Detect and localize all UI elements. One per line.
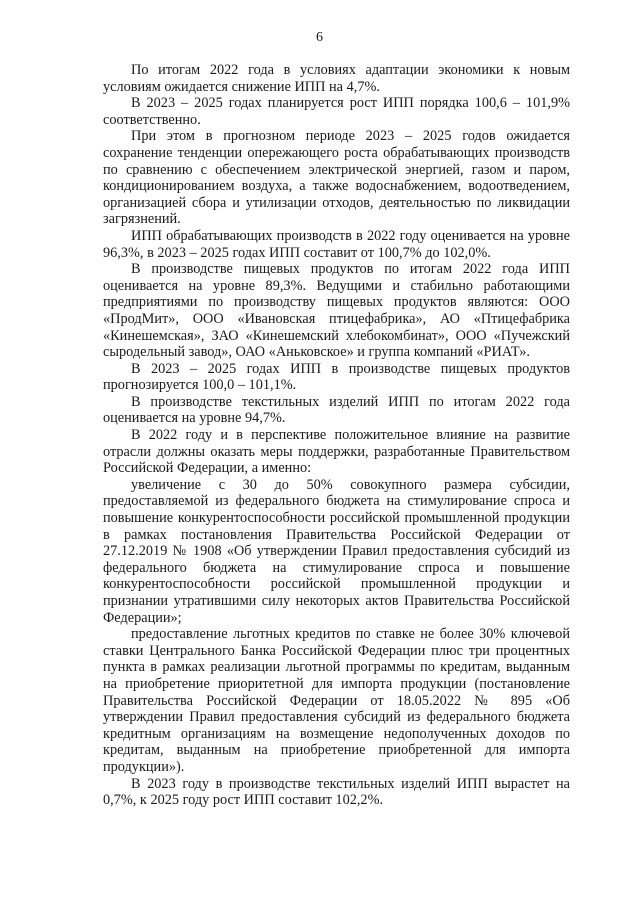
- paragraph-textile-2022: В производстве текстильных изделий ИПП по итогам 2022 года оценивается на уровне 94,7%.: [103, 393, 570, 427]
- paragraph-textile-forecast: В 2023 году в производстве текстильных изделий ИПП вырастет на 0,7%, к 2025 году рост ИПП составит 102,2%.: [103, 775, 570, 809]
- paragraph-ipp-2023-2025-growth: В 2023 – 2025 годах планируется рост ИПП порядка 100,6 – 101,9% соответственно.: [103, 95, 570, 128]
- paragraph-food-production: В производстве пищевых продуктов по итогам 2022 года ИПП оценивается на уровне 89,3%. Ведущими и стабильно работающими предприятиями по производству пищевых продуктов являются: ООО «ПродМит», ООО «Ивановская птицефабрика», АО «Птицефабрика «Кинешемская», ЗАО «Кинешемский хлебокомбинат», ООО «Пучежский сыродельный завод», ОАО «Аньковское» и группа компаний «РИАТ».: [103, 261, 570, 361]
- document-body: [103, 62, 570, 809]
- paragraph-preferential-loans: предоставление льготных кредитов по ставке не более 30% ключевой ставки Центрального Банка Российской Федерации плюс три процентных пункта в рамках реализации льготной программы по кредитам, выданным на приобретение приоритетной для импорта продукции (постановление Правительства Российской Федерации от 18.05.2022 № 895 «Об утверждении Правил предоставления субсидий из федерального бюджета кредитным организациям на возмещение недополученных доходов по кредитам, выданным на приобретение приобретенной для импорта продукции»).: [103, 626, 570, 775]
- paragraph-manufacturing-ipp: ИПП обрабатывающих производств в 2022 году оценивается на уровне 96,3%, в 2023 – 2025 годах ИПП составит от 100,7% до 102,0%.: [103, 227, 570, 261]
- paragraph-manufacturing-trend: При этом в прогнозном периоде 2023 – 2025 годов ожидается сохранение тенденции опережающего роста обрабатывающих производств по сравнению с обеспечением электрической энергией, газом и паром, кондиционированием воздуха, а также водоснабжением, водоотведением, организацией сбора и утилизации отходов, деятельностью по ликвидации загрязнений.: [103, 128, 570, 228]
- paragraph-support-measures: В 2022 году и в перспективе положительное влияние на развитие отрасли должны оказать меры поддержки, разработанные Правительством Российской Федерации, а именно:: [103, 427, 570, 477]
- paragraph-food-forecast: В 2023 – 2025 годах ИПП в производстве пищевых продуктов прогнозируется 100,0 – 101,1%.: [103, 360, 570, 394]
- paragraph-subsidy-increase: увеличение с 30 до 50% совокупного размера субсидии, предоставляемой из федерального бюджета на стимулирование спроса и повышение конкурентоспособности российской промышленной продукции в рамках постановления Правительства Российской Федерации от 27.12.2019 № 1908 «Об утверждении Правил предоставления субсидий из федерального бюджета на стимулирование спроса и повышение конкурентоспособности российской промышленной продукции и признании утратившими силу некоторых актов Правительства Российской Федерации»;: [103, 476, 570, 626]
- paragraph-ipp-2022-decline: По итогам 2022 года в условиях адаптации экономики к новым условиям ожидается снижение ИПП на 4,7%.: [103, 62, 570, 95]
- page-number: 6: [316, 30, 323, 45]
